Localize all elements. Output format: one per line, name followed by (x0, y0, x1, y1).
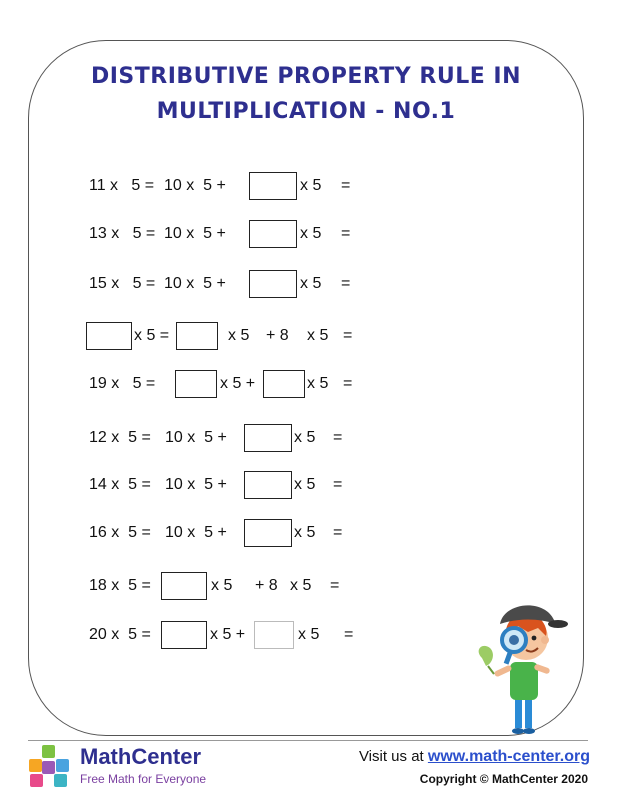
answer-box[interactable] (244, 519, 292, 547)
problem-expansion: 10 x 5 + (164, 275, 226, 292)
problem-equals: = (330, 577, 340, 594)
worksheet-title-line-2: MULTIPLICATION - NO.1 (156, 99, 456, 124)
copyright-text: Copyright © MathCenter 2020 (419, 772, 588, 786)
math-center-cube-logo-icon (26, 743, 72, 789)
problem-equals: = (343, 375, 353, 392)
problem-factor: x 5 (300, 225, 322, 242)
problem-expansion: 10 x 5 + (164, 177, 226, 194)
problem-left: 14 x 5 = (89, 476, 151, 493)
problem-row (0, 322, 618, 352)
problem-left: 19 x 5 = (89, 375, 156, 392)
problem-factor: x 5 (307, 375, 329, 392)
worksheet-title-line-1: DISTRIBUTIVE PROPERTY RULE IN (90, 64, 522, 89)
problem-expansion: 10 x 5 + (165, 524, 227, 541)
problem-equals: = (341, 225, 351, 242)
answer-box[interactable] (176, 322, 218, 350)
answer-box[interactable] (249, 172, 297, 200)
problem-equals: = (333, 524, 343, 541)
answer-box[interactable] (249, 220, 297, 248)
answer-box[interactable] (254, 621, 294, 649)
problem-addend: + 8 (266, 327, 289, 344)
problem-left: 20 x 5 = (89, 626, 151, 643)
problem-equals: = (333, 429, 343, 446)
problem-expansion: 10 x 5 + (164, 225, 226, 242)
problem-expansion: x 5 + (210, 626, 246, 643)
problem-equals: = (344, 626, 354, 643)
problem-equals: = (333, 476, 343, 493)
answer-box[interactable] (244, 471, 292, 499)
problem-factor: x 5 (294, 429, 316, 446)
problem-factor: x 5 (290, 577, 312, 594)
problem-factor: x 5 (294, 476, 316, 493)
problem-left: x 5 = (134, 327, 170, 344)
problem-row (0, 471, 618, 501)
problem-row (0, 220, 618, 250)
answer-box[interactable] (244, 424, 292, 452)
visit-label: Visit us at (358, 748, 424, 765)
problem-factor: x 5 (294, 524, 316, 541)
footer-divider (28, 740, 588, 741)
problem-left: 11 x 5 = (89, 177, 155, 194)
problem-expansion: 10 x 5 + (165, 429, 227, 446)
problem-factor: x 5 (298, 626, 320, 643)
kid-with-magnifier-illustration (468, 590, 578, 740)
problem-factor: x 5 (300, 177, 322, 194)
problem-factor: x 5 (228, 327, 250, 344)
problem-expansion: x 5 + (220, 375, 256, 392)
problem-left: 18 x 5 = (89, 577, 151, 594)
problem-left: 12 x 5 = (89, 429, 151, 446)
answer-box[interactable] (263, 370, 305, 398)
problem-equals: = (341, 177, 351, 194)
visit-line (359, 748, 590, 766)
problem-row (0, 370, 618, 400)
website-link[interactable]: www.math-center.org (427, 748, 590, 765)
problem-left: 16 x 5 = (89, 524, 151, 541)
answer-box[interactable] (175, 370, 217, 398)
answer-box[interactable] (86, 322, 132, 350)
problem-factor: x 5 (307, 327, 329, 344)
problem-addend: + 8 (255, 577, 278, 594)
brand-name: MathCenter (80, 744, 202, 769)
answer-box[interactable] (161, 621, 207, 649)
answer-box[interactable] (249, 270, 297, 298)
problem-left: 15 x 5 = (89, 275, 156, 292)
problem-row (0, 172, 618, 202)
problem-equals: = (341, 275, 351, 292)
problem-row (0, 424, 618, 454)
problem-expansion: 10 x 5 + (165, 476, 227, 493)
problem-factor: x 5 (211, 577, 233, 594)
answer-box[interactable] (161, 572, 207, 600)
problem-row (0, 519, 618, 549)
brand-tagline: Free Math for Everyone (80, 772, 207, 786)
problem-row (0, 270, 618, 300)
problem-factor: x 5 (300, 275, 322, 292)
problem-left: 13 x 5 = (89, 225, 156, 242)
problem-equals: = (343, 327, 353, 344)
